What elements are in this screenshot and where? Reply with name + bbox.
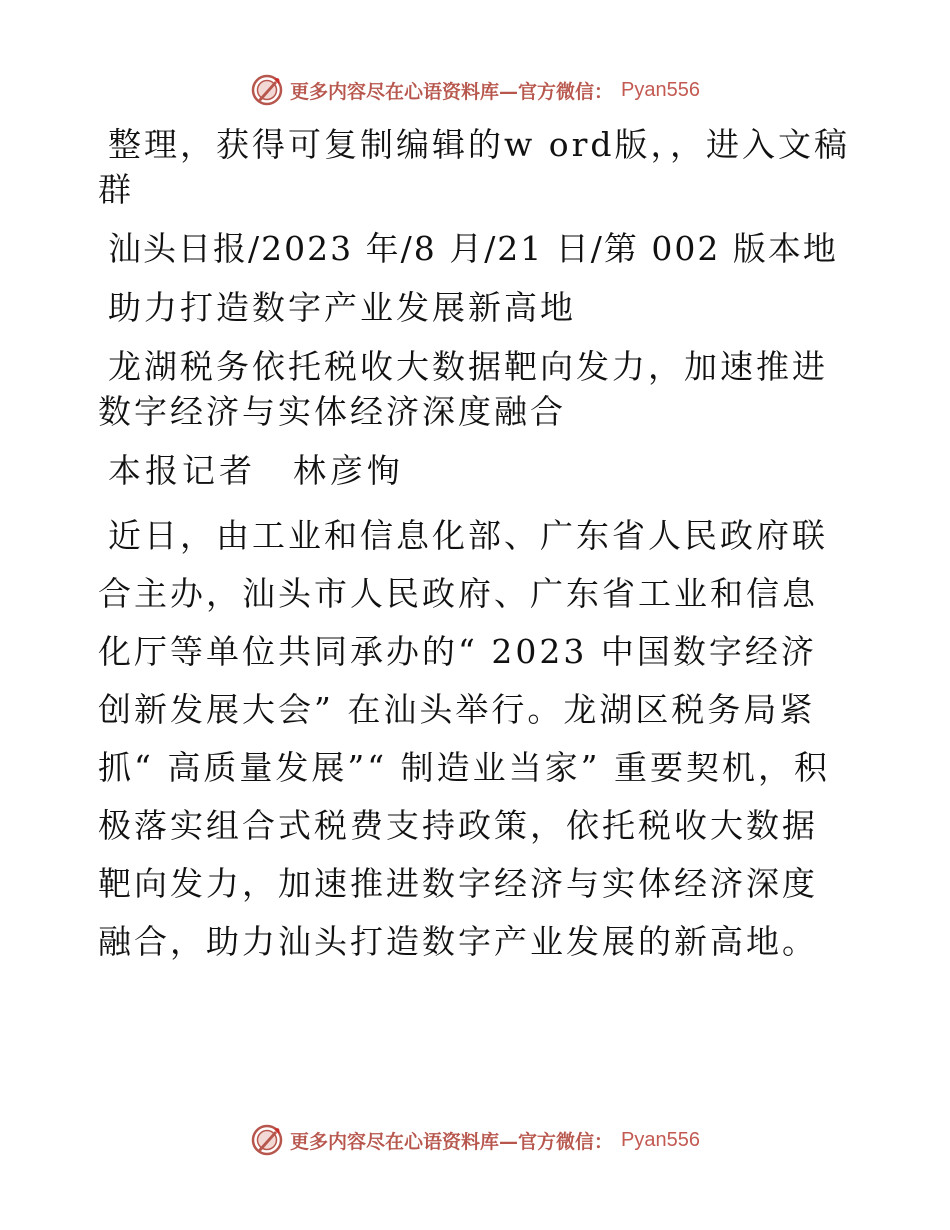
intro-paragraph: 整理，获得可复制编辑的w ord版，，进入文稿群 (98, 125, 851, 209)
section-title: 助力打造数字产业发展新高地 (108, 288, 576, 327)
header-watermark (250, 73, 700, 107)
byline: 本报记者 林彦恂 (108, 451, 404, 490)
header-watermark-banner (0, 68, 950, 112)
footer-watermark (250, 1123, 700, 1157)
document-body (98, 122, 850, 985)
footer-watermark-banner (0, 1118, 950, 1162)
watermark-wechat-id: Pyan556 (621, 78, 700, 101)
quill-seal-icon (250, 1123, 284, 1157)
watermark-wechat-id: Pyan556 (621, 1128, 700, 1151)
watermark-text: 更多内容尽在心语资料库—官方微信： (290, 80, 614, 103)
article-headline: 龙湖税务依托税收大数据靶向发力，加速推进数字经济与实体经济深度融合 (98, 347, 828, 431)
source-line: 汕头日报/2023 年/8 月/21 日/第 002 版本地 (108, 229, 838, 268)
watermark-text: 更多内容尽在心语资料库—官方微信： (290, 1130, 614, 1153)
body-paragraph: 近日，由工业和信息化部、广东省人民政府联合主办，汕头市人民政府、广东省工业和信息化厅等单位共同承办的“ 2023 中国数字经济创新发展大会” 在汕头举行。龙湖区税务局紧抓“ 高质量发展”“ 制造业当家” 重要契机，积极落实组合式税费支持政策，依托税收大数据靶向发力，加速推进数字经济与实体经济深度融合，助力汕头打造数字产业发展的新高地。 (98, 516, 830, 961)
quill-seal-icon (250, 73, 284, 107)
